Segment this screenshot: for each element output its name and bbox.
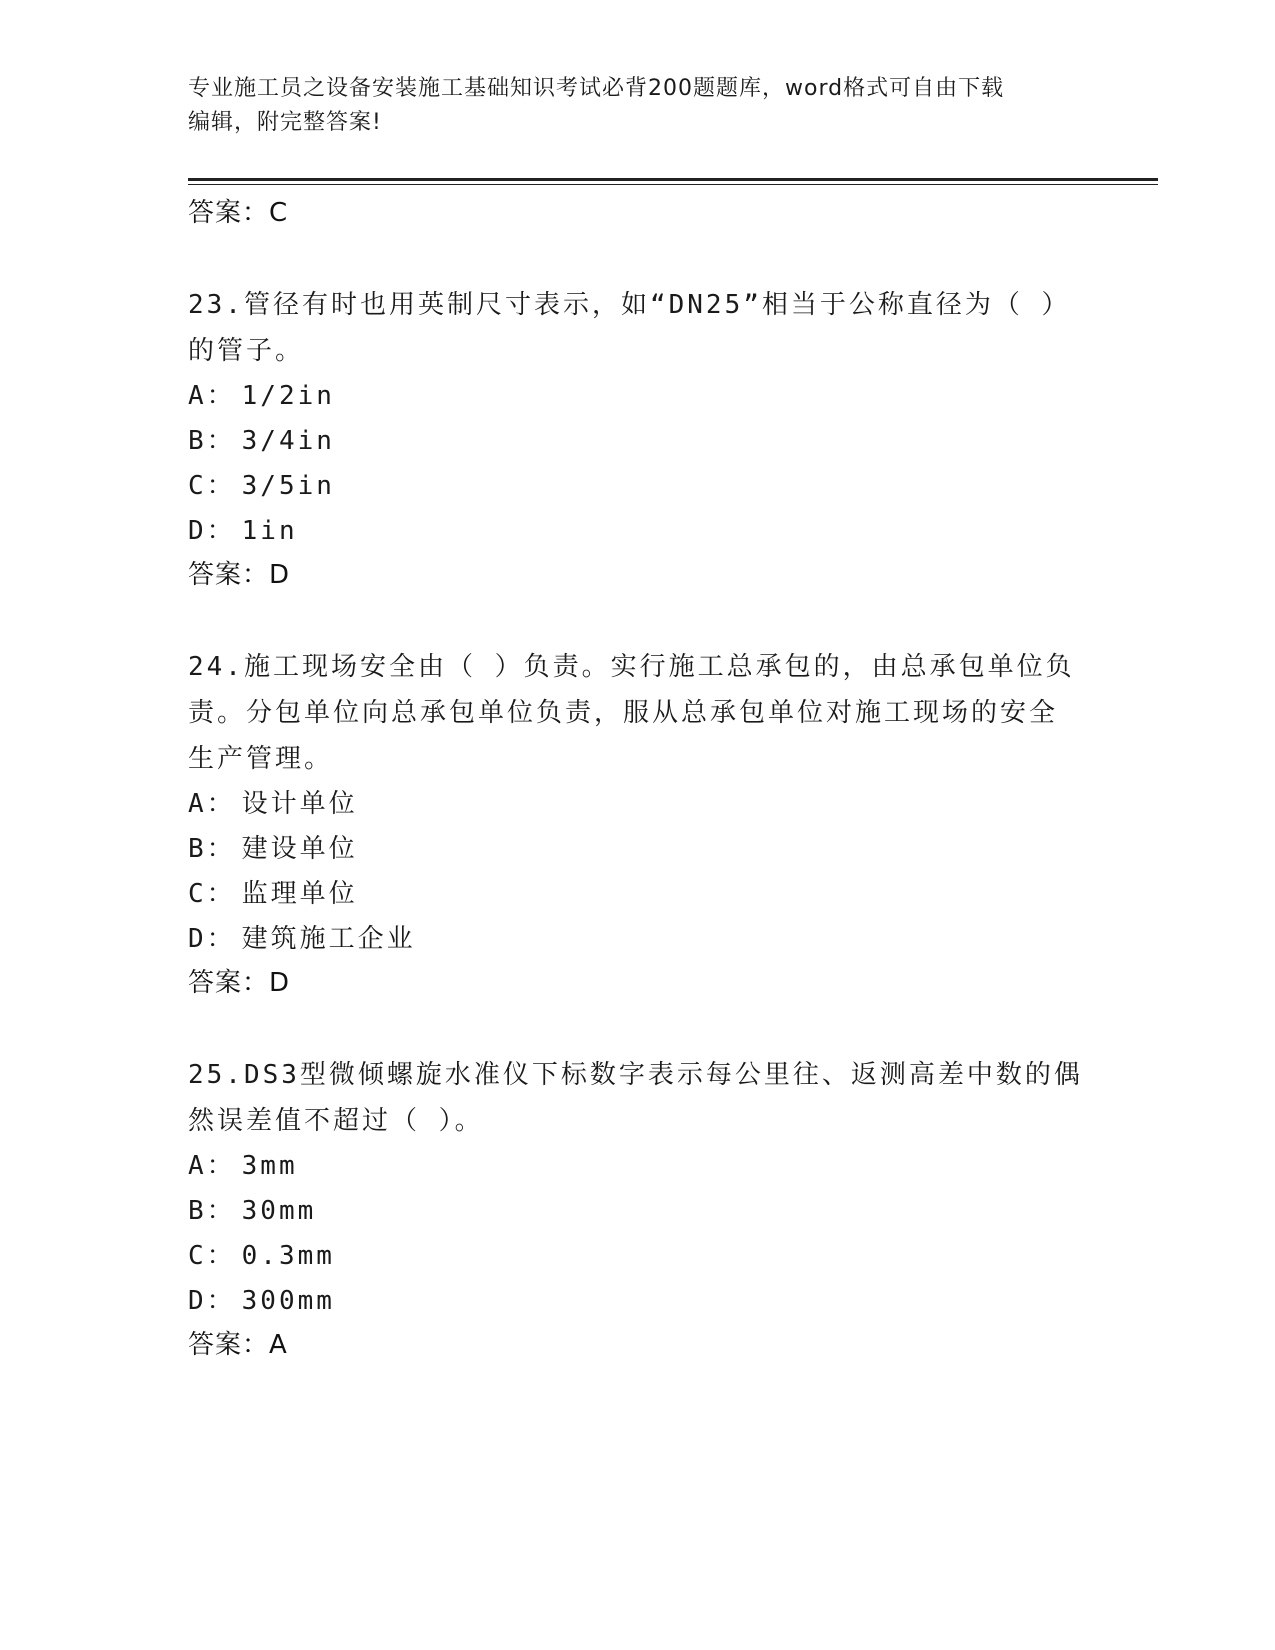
document-header [188, 72, 1088, 140]
stem-line: 责。分包单位向总承包单位负责，服从总承包单位对施工现场的安全 [188, 698, 1059, 728]
option-text: 3/5in [241, 471, 335, 501]
stem-line: 的管子。 [188, 336, 305, 366]
option-text: 建筑施工企业 [241, 924, 416, 954]
header-line-1: 专业施工员之设备安装施工基础知识考试必背200题题库，word格式可自由下载 [188, 76, 1005, 101]
option-text: 1in [241, 516, 298, 546]
option-c [188, 872, 1088, 917]
option-text: 30mm [241, 1196, 317, 1226]
option-c [188, 1234, 1088, 1279]
option-key: B： [188, 426, 236, 456]
option-key: A： [188, 381, 236, 411]
option-key: B： [188, 1196, 236, 1226]
header-divider-thick [188, 178, 1158, 181]
option-key: D： [188, 1286, 236, 1316]
document-body [188, 192, 1088, 1362]
question-stem [188, 644, 1088, 782]
option-d [188, 509, 1088, 554]
option-key: C： [188, 1241, 236, 1271]
option-d [188, 1279, 1088, 1324]
option-b [188, 419, 1088, 464]
option-text: 监理单位 [241, 879, 358, 909]
option-key: D： [188, 924, 236, 954]
header-line-2: 编辑，附完整答案! [188, 110, 382, 135]
option-d [188, 917, 1088, 962]
answer-label: 答案：D [188, 968, 291, 998]
answer-label: 答案：A [188, 1330, 288, 1360]
stem-line: 然误差值不超过（ ）。 [188, 1106, 484, 1136]
question-stem [188, 282, 1088, 374]
stem-line: 24.施工现场安全由（ ）负责。实行施工总承包的，由总承包单位负 [188, 652, 1075, 682]
previous-answer: 答案：C [188, 198, 289, 228]
question-23 [188, 282, 1088, 592]
answer-label: 答案：D [188, 560, 291, 590]
option-key: D： [188, 516, 236, 546]
option-b [188, 827, 1088, 872]
option-text: 设计单位 [241, 789, 358, 819]
stem-line: 23.管径有时也用英制尺寸表示，如“DN25”相当于公称直径为（ ） [188, 290, 1071, 320]
option-key: A： [188, 1151, 236, 1181]
option-text: 0.3mm [241, 1241, 335, 1271]
option-key: C： [188, 879, 236, 909]
option-key: C： [188, 471, 236, 501]
option-text: 1/2in [241, 381, 335, 411]
option-text: 3/4in [241, 426, 335, 456]
question-stem [188, 1052, 1088, 1144]
option-text: 建设单位 [241, 834, 358, 864]
question-25 [188, 1052, 1088, 1362]
stem-line: 生产管理。 [188, 744, 334, 774]
header-divider-thin [188, 184, 1158, 185]
option-b [188, 1189, 1088, 1234]
option-a [188, 1144, 1088, 1189]
option-text: 3mm [241, 1151, 298, 1181]
option-key: A： [188, 789, 236, 819]
option-c [188, 464, 1088, 509]
option-text: 300mm [241, 1286, 335, 1316]
stem-line: 25.DS3型微倾螺旋水准仪下标数字表示每公里往、返测高差中数的偶 [188, 1060, 1083, 1090]
option-key: B： [188, 834, 236, 864]
option-a [188, 782, 1088, 827]
question-24 [188, 644, 1088, 1000]
option-a [188, 374, 1088, 419]
